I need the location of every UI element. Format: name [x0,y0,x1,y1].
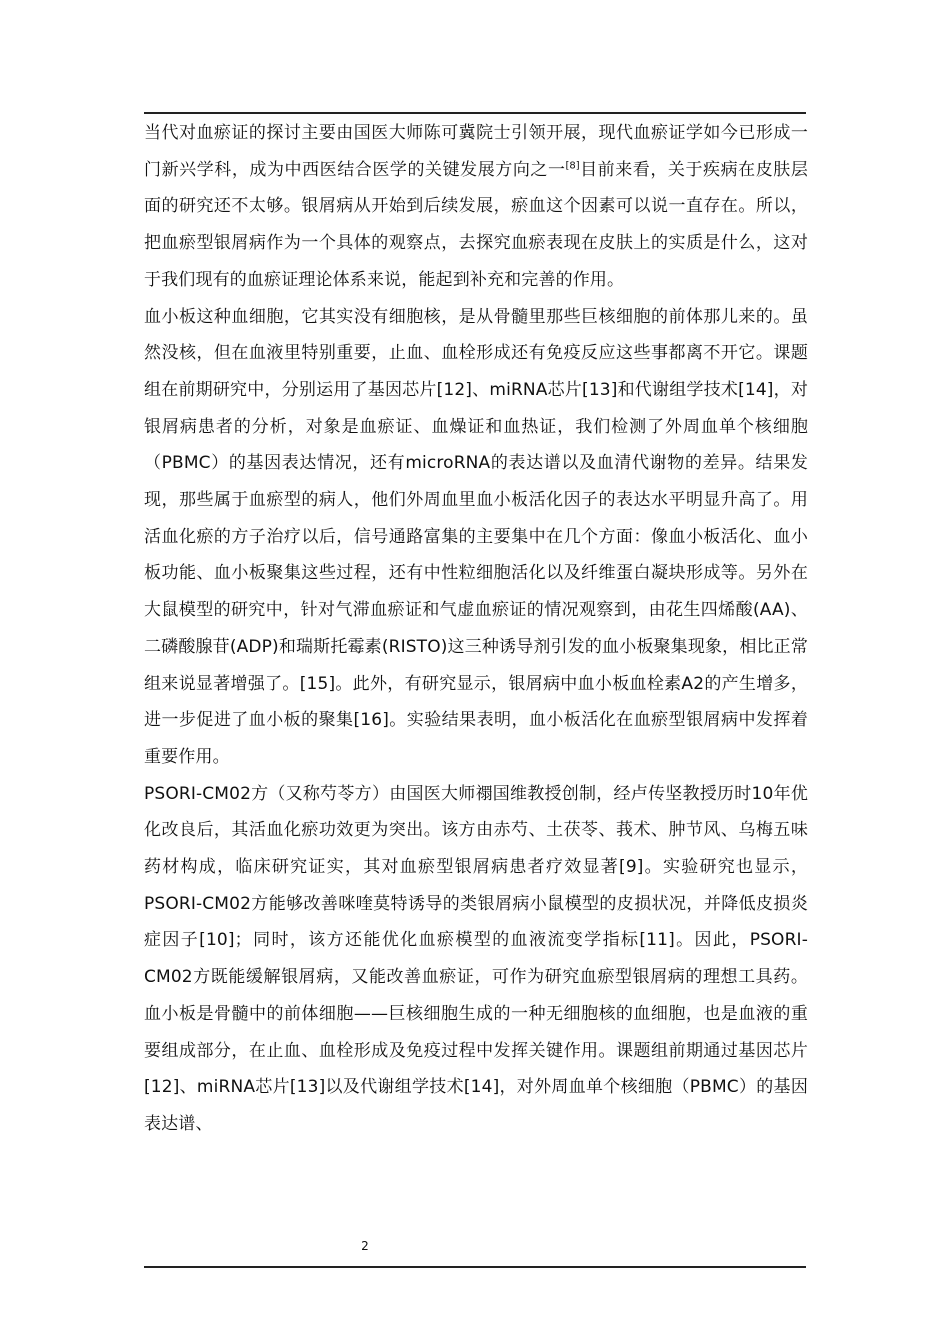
paragraph-1-text-continued: 目前来看，关于疾病在皮肤层面的研究还不太够。银屑病从开始到后续发展，瘀血这个因素可以说一直存在。所以，把血瘀型银屑病作为一个具体的观察点，去探究血瘀表现在皮肤上的实质是什么，这对于我们现有的血瘀证理论体系来说，能起到补充和完善的作用。 [144,159,809,290]
footer-rule [144,1266,806,1268]
paragraph-1 [144,115,808,299]
page-number: 2 [361,1239,369,1253]
paragraph-1-text: 当代对血瘀证的探讨主要由国医大师陈可冀院士引领开展，现代血瘀证学如今已形成一门新兴学科，成为中西医结合医学的关键发展方向之一 [144,123,808,180]
header-rule [144,112,806,114]
body-text [144,115,808,1143]
paragraph-2: 血小板这种血细胞，它其实没有细胞核，是从骨髓里那些巨核细胞的前体那儿来的。虽然没核，但在血液里特别重要，止血、血栓形成还有免疫反应这些事都离不开它。课题组在前期研究中，分别运用了基因芯片[12]、miRNA芯片[13]和代谢组学技术[14]，对银屑病患者的分析，对象是血瘀证、血燥证和血热证，我们检测了外周血单个核细胞（PBMC）的基因表达情况，还有microRNA的表达谱以及血清代谢物的差异。结果发现，那些属于血瘀型的病人，他们外周血里血小板活化因子的表达水平明显升高了。用活血化瘀的方子治疗以后，信号通路富集的主要集中在几个方面：像血小板活化、血小板功能、血小板聚集这些过程，还有中性粒细胞活化以及纤维蛋白凝块形成等。另外在大鼠模型的研究中，针对气滞血瘀证和气虚血瘀证的情况观察到，由花生四烯酸(AA)、二磷酸腺苷(ADP)和瑞斯托霉素(RISTO)这三种诱导剂引发的血小板聚集现象，相比正常组来说显著增强了。[15]。此外，有研究显示，银屑病中血小板血栓素A2的产生增多，进一步促进了血小板的聚集[16]。实验结果表明，血小板活化在血瘀型银屑病中发挥着重要作用。 [144,306,808,767]
paragraph-3: PSORI-CM02方（又称芍苓方）由国医大师禤国维教授创制，经卢传坚教授历时10年优化改良后，其活血化瘀功效更为突出。该方由赤芍、土茯苓、莪术、肿节风、乌梅五味药材构成，临床研究证实，其对血瘀型银屑病患者疗效显著[9]。实验研究也显示，PSORI-CM02方能够改善咪喹莫特诱导的类银屑病小鼠模型的皮损状况，并降低皮损炎症因子[10]；同时，该方还能优化血瘀模型的血液流变学指标[11]。因此，PSORI-CM02方既能缓解银屑病，又能改善血瘀证，可作为研究血瘀型银屑病的理想工具药。血小板是骨髓中的前体细胞——巨核细胞生成的一种无细胞核的血细胞，也是血液的重要组成部分，在止血、血栓形成及免疫过程中发挥关键作用。课题组前期通过基因芯片[12]、miRNA芯片[13]以及代谢组学技术[14]，对外周血单个核细胞（PBMC）的基因表达谱、 [144,783,808,1134]
citation-superscript: [8] [565,160,580,172]
